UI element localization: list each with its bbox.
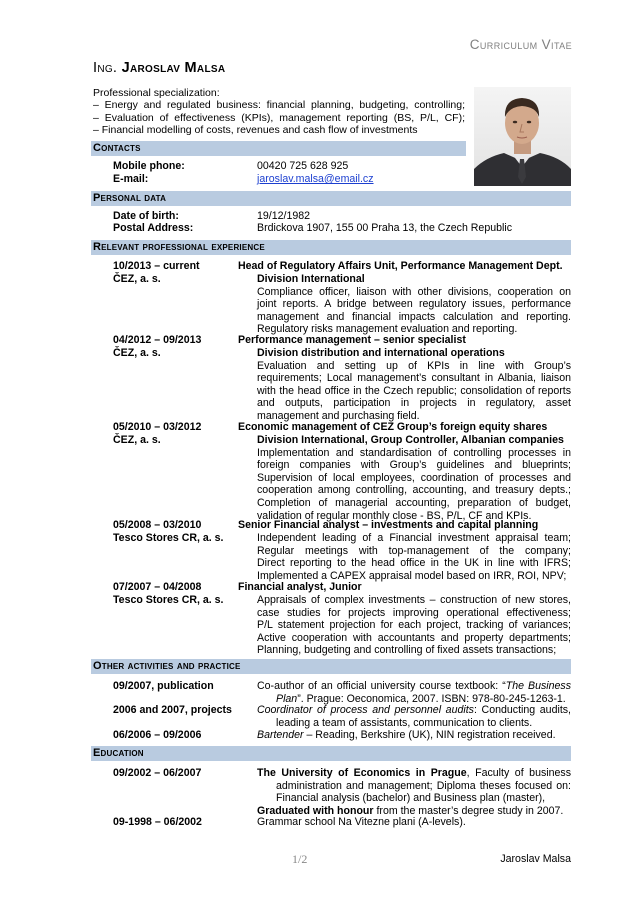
activity-text (257, 729, 571, 742)
activity-text-part: leading a team of assistants, communication to clients. (276, 716, 533, 729)
education-text-part: , Faculty of business (466, 767, 571, 779)
job-line: and outputs, participation in projects in regulatory, asset (257, 397, 571, 410)
specialization-item: – Financial modelling of costs, revenues and cash flow of investments (93, 124, 418, 137)
job-line: P/L statement projection for each project, tracking of variances; (257, 619, 571, 632)
job-description (257, 532, 571, 582)
job-line: Direct reporting to the head office in the UK in line with IFRS; (257, 557, 571, 570)
job-line: with the head office in the Czech republic; consolidation of reports (257, 384, 571, 397)
job-role: Head of Regulatory Affairs Unit, Performance Management Dept. (238, 260, 563, 272)
education-text-part: from the master’s degree study in 2007. (373, 804, 564, 817)
job-line: management and financial impacts calculation and reporting. (257, 310, 571, 323)
page-number: 1/2 (292, 852, 308, 866)
profile-photo (474, 87, 571, 186)
activity-text (257, 704, 571, 729)
cv-label: Curriculum Vitae (469, 37, 572, 52)
job-line: case studies for projects improving operational effectiveness; (257, 606, 571, 619)
job-line: Implementation and standardisation of controlling processes in (257, 446, 571, 459)
job-line: Planning, budgeting and controlling of fixed assets transactions; (257, 644, 557, 657)
education-text (257, 767, 571, 817)
job-period: 10/2013 – current (113, 260, 200, 272)
job-line: Independent leading of a Financial investment appraisal team; (257, 532, 571, 544)
activity-text-italic: Coordinator of process and personnel audits (257, 704, 474, 716)
job-line: Evaluation and setting up of KPIs in line with Group’s (257, 359, 571, 372)
email-label: E-mail: (113, 173, 149, 185)
activity-text (257, 680, 571, 705)
specialization-title: Professional specialization: (93, 87, 220, 99)
activity-text-part: Co-author of an official university course textbook: “ (257, 680, 506, 692)
university-name: The University of Economics in Prague (257, 767, 467, 779)
job-line: foreign companies with Group’s guidelines and blueprints; (257, 459, 571, 472)
specialization-item: – Evaluation of effectiveness (KPIs), management reporting (BS, P/L, CF); (93, 111, 465, 124)
job-company: ČEZ, a. s. (113, 273, 161, 285)
job-line: Completion of managerial accounting, preparation of budget, (257, 496, 571, 509)
job-description (257, 347, 571, 423)
section-other-activities: Other activities and practice (91, 659, 571, 674)
activity-text-italic: The Business (505, 680, 571, 692)
education-period: 09-1998 – 06/2002 (113, 816, 202, 828)
job-role: Performance management – senior specialist (238, 334, 466, 346)
job-role: Senior Financial analyst – investments and capital planning (238, 519, 539, 531)
education-line: Financial analysis (bachelor) and Business plan (master), (276, 792, 546, 805)
job-line: Regulatory risks management evaluation and reporting. (257, 323, 518, 336)
job-period: 05/2010 – 03/2012 (113, 421, 202, 433)
activity-label: 06/2006 – 09/2006 (113, 729, 202, 741)
job-line: Compliance officer, liaison with other divisions, cooperation on (257, 285, 571, 298)
activity-text-part: – Reading, Berkshire (UK), NIN registration received. (303, 729, 556, 741)
job-company: Tesco Stores CR, a. s. (113, 532, 224, 544)
section-contacts: Contacts (91, 141, 466, 156)
job-line: Implemented a CAPEX appraisal model based on IRR, ROI, NPV; (257, 569, 567, 582)
education-line: administration and management; Diploma theses focused on: (276, 779, 571, 792)
job-period: 05/2008 – 03/2010 (113, 519, 202, 531)
job-line: validation of regular monthly close - BS, P/L, CF and KPIs. (257, 509, 532, 522)
honours-text: Graduated with honour (257, 804, 374, 817)
job-description (257, 594, 571, 657)
mobile-value: 00420 725 628 925 (257, 160, 349, 172)
email-link[interactable]: jaroslav.malsa@email.cz (257, 173, 374, 185)
activity-text-italic: Plan (276, 692, 298, 705)
activity-text-italic: Bartender (257, 729, 304, 741)
job-company: ČEZ, a. s. (113, 434, 161, 446)
job-line: Regular meetings with top-management of the company; (257, 544, 571, 557)
job-line: cooperation among controlling, accounting, and treasury depts.; (257, 484, 571, 497)
job-company: Tesco Stores CR, a. s. (113, 594, 224, 606)
activity-text-part: : Conducting audits, (473, 704, 571, 716)
name-full: Jaroslav Malsa (121, 60, 226, 76)
job-description (257, 273, 571, 336)
footer-name: Jaroslav Malsa (500, 853, 571, 865)
job-unit: Division International (257, 273, 365, 285)
activity-text-part: ”. Prague: Oeconomica, 2007. ISBN: 978-80-245-1263-1. (297, 692, 566, 705)
job-line: joint reports. A bridge between regulatory issues, performance (257, 298, 571, 311)
job-period: 07/2007 – 04/2008 (113, 581, 202, 593)
activity-label: 09/2007, publication (113, 680, 214, 692)
job-description (257, 434, 571, 522)
job-line: requirements; Local management’s consultant in Albania, liaison (257, 372, 571, 385)
job-role: Economic management of CEZ Group’s foreign equity shares (238, 421, 548, 433)
education-text: Grammar school Na Vitezne plani (A-levels). (257, 816, 466, 828)
job-role: Financial analyst, Junior (238, 581, 362, 593)
job-period: 04/2012 – 09/2013 (113, 334, 202, 346)
address-label: Postal Address: (113, 222, 194, 234)
mobile-label: Mobile phone: (113, 160, 185, 172)
job-unit: Division distribution and international operations (257, 347, 505, 359)
dob-value: 19/12/1982 (257, 210, 311, 222)
name-prefix: Ing. (93, 60, 118, 76)
specialization (93, 87, 465, 137)
candidate-name (93, 62, 225, 75)
job-line: Active cooperation with accountants and property departments; (257, 631, 571, 644)
section-personal-data: Personal data (91, 191, 571, 206)
job-line: Supervision of local employees, coordination of processes and (257, 471, 571, 484)
section-education: Education (91, 746, 571, 761)
job-company: ČEZ, a. s. (113, 347, 161, 359)
activity-label: 2006 and 2007, projects (113, 704, 232, 716)
address-value: Brdickova 1907, 155 00 Praha 13, the Czech Republic (257, 222, 513, 234)
dob-label: Date of birth: (113, 210, 179, 222)
job-line: Appraisals of complex investments – construction of new stores, (257, 594, 571, 606)
section-experience: Relevant professional experience (91, 240, 571, 255)
job-unit: Division International, Group Controller, Albanian companies (257, 434, 564, 446)
specialization-item: – Energy and regulated business: financial planning, budgeting, controlling; (93, 99, 465, 112)
education-period: 09/2002 – 06/2007 (113, 767, 202, 779)
job-line: management and purchasing field. (257, 409, 420, 422)
